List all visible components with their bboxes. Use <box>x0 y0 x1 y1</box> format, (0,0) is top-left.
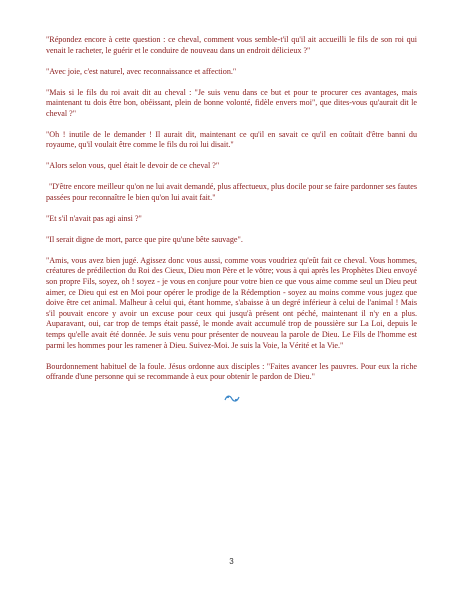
paragraph-9: "Amis, vous avez bien jugé. Agissez donc vous aussi, comme vous voudriez qu'eût fait ce cheval. Vous hommes, créatures de prédilection du Roi des Cieux, Dieu mon Père et le vôtre; vous à qui après les Prophètes Dieu envoyé son propre Fils, soyez, oh ! soyez - je vous en conjure pour votre bien ce que vous aime comme seul un Dieu peut aimer, ce Dieu qui est en Moi pour opérer le prodige de la Rédemption - soyez au moins comme vous jugez que doive être cet animal. Malheur à celui qui, étant homme, s'abaisse à un degré inférieur à celui de l'animal ! Mais s'il pouvait encore y avoir un excuse pour ceux qui jusqu'à présent ont péché, maintenant il n'y en a plus. Auparavant, oui, car trop de temps était passé, le monde avait accumulé trop de poussière sur La Loi, depuis le temps qu'elle avait été donnée. Je suis venu pour présenter de nouveau la parole de Dieu. Le Fils de l'homme est parmi les hommes pour les ramener à Dieu. Suivez-Moi. Je suis la Voie, la Vérité et la Vie." <box>46 255 417 350</box>
paragraph-7: "Et s'il n'avait pas agi ainsi ?" <box>46 213 142 223</box>
paragraph-2: "Avec joie, c'est naturel, avec reconnaissance et affection." <box>46 66 237 76</box>
paragraph-6: "D'être encore meilleur qu'on ne lui avait demandé, plus affectueux, plus docile pour se faire pardonner ses fautes passées pour reconnaître le bien qu'on lui avait fait." <box>46 182 417 202</box>
paragraph-5: "Alors selon vous, quel était le devoir de ce cheval ?" <box>46 161 220 171</box>
paragraph-3: "Mais si le fils du roi avait dit au cheval : "Je suis venu dans ce but et pour te procurer ces avantages, mais maintenant tu dois être bon, obéissant, plein de bonne volonté, fidèle envers moi", que dites-vous qu'aurait dit le cheval ?" <box>46 87 417 118</box>
paragraph-10: Bourdonnement habituel de la foule. Jésus ordonne aux disciples : "Faites avancer les pauvres. Pour eux la riche offrande d'une personne qui se recommande à eux pour obtenir le pardon de Dieu." <box>46 361 417 382</box>
floral-dingbat-icon <box>46 393 417 405</box>
paragraph-4: "Oh ! inutile de le demander ! Il aurait dit, maintenant ce qu'il en savait ce qu'il en coûtait d'être banni du royaume, qu'il voulait être comme le fils du roi lui disait." <box>46 129 417 150</box>
page-number: 3 <box>229 557 234 566</box>
paragraph-8: "Il serait digne de mort, parce que pire qu'une bête sauvage". <box>46 234 243 244</box>
paragraph-1: "Répondez encore à cette question : ce cheval, comment vous semble-t'il qu'il ait accueilli le fils de son roi qui venait le racheter, le guérir et le conduire de nouveau dans un endroit délicieux ?" <box>46 35 417 55</box>
